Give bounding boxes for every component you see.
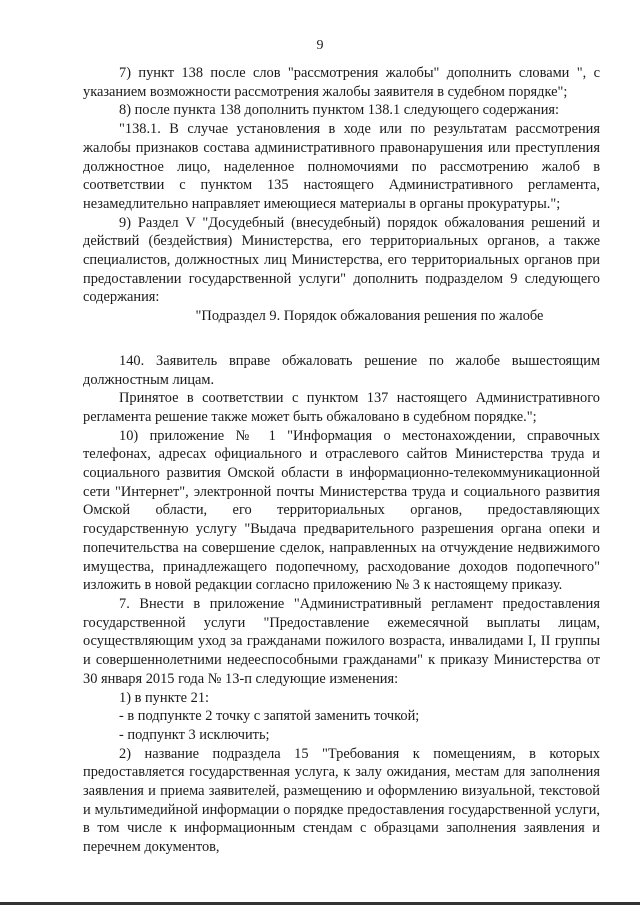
paragraph-item-10: 10) приложение № 1 "Информация о местонахождении, справочных телефонах, адресах официального и отраслевого сайтов Министерства труда и социального развития Омской области в информационно-телекоммуникационной сети "Интернет", электронной почты Министерства труда и социального развития Омской области, его территориальных органов, предоставляющих государственную услугу "Выдача предварительного разрешения органа опеки и попечительства на совершение сделок, направленных на отчуждение недвижимого имущества, принадлежащего подопечному, расходование доходов подопечного" изложить в новой редакции согласно приложению № 3 к настоящему приказу. <box>83 427 600 594</box>
paragraph-dash-2: - подпункт 3 исключить; <box>119 726 270 743</box>
page-number: 9 <box>316 38 324 53</box>
paragraph-item-8: 8) после пункта 138 дополнить пунктом 138.1 следующего содержания: <box>119 102 560 119</box>
paragraph-dash-1: - в подпункте 2 точку с запятой заменить точкой; <box>119 708 420 725</box>
subsection-heading: "Подраздел 9. Порядок обжалования решения по жалобе <box>195 308 544 325</box>
paragraph-item-7: 7) пункт 138 после слов "рассмотрения жалобы" дополнить словами ", с указанием возможности рассмотрения жалобы заявителя в судебном порядке"; <box>83 65 600 100</box>
paragraph-quote-138-1: "138.1. В случае установления в ходе или по результатам рассмотрения жалобы признаков состава административного правонарушения или преступления должностное лицо, наделенное полномочиями по рассмотрению жалоб в соответствии с пунктом 135 настоящего Административного регламента, незамедлительно направляет имеющиеся материалы в органы прокуратуры."; <box>83 121 600 212</box>
paragraph-item-9: 9) Раздел V "Досудебный (внесудебный) порядок обжалования решений и действий (бездействия) Министерства, его территориальных органов, а также специалистов, должностных лиц Министерства, его территориальных органов при предоставлении государственной услуги" дополнить подразделом 9 следующего содержания: <box>83 214 600 306</box>
paragraph-140: 140. Заявитель вправе обжаловать решение по жалобе вышестоящим должностным лицам. <box>83 352 600 388</box>
paragraph-subitem-1: 1) в пункте 21: <box>119 689 210 706</box>
paragraph-subitem-2: 2) название подраздела 15 "Требования к помещениям, в которых предоставляется государственная услуга, к залу ожидания, местам для заполнения заявления и приема заявителей, размещению и оформлению визуальной, текстовой и мультимедийной информации о порядке предоставления государственной услуги, в том числе к информационным стендам с образцами заполнения заявления и перечнем документов, <box>83 745 600 856</box>
paragraph-decision: Принятое в соответствии с пунктом 137 настоящего Административного регламента решение также может быть обжаловано в судебном порядке."; <box>83 390 600 425</box>
blank-line <box>83 326 600 352</box>
paragraph-section-7: 7. Внести в приложение "Административный регламент предоставления государственной услуги "Предоставление ежемесячной выплаты лицам, осуществляющим уход за гражданами пожилого возраста, инвалидами I, II группы и совершеннолетними недееспособными гражданами" к приказу Министерства от 30 января 2015 года № 13-п следующие изменения: <box>83 595 600 687</box>
document-body <box>83 64 600 857</box>
